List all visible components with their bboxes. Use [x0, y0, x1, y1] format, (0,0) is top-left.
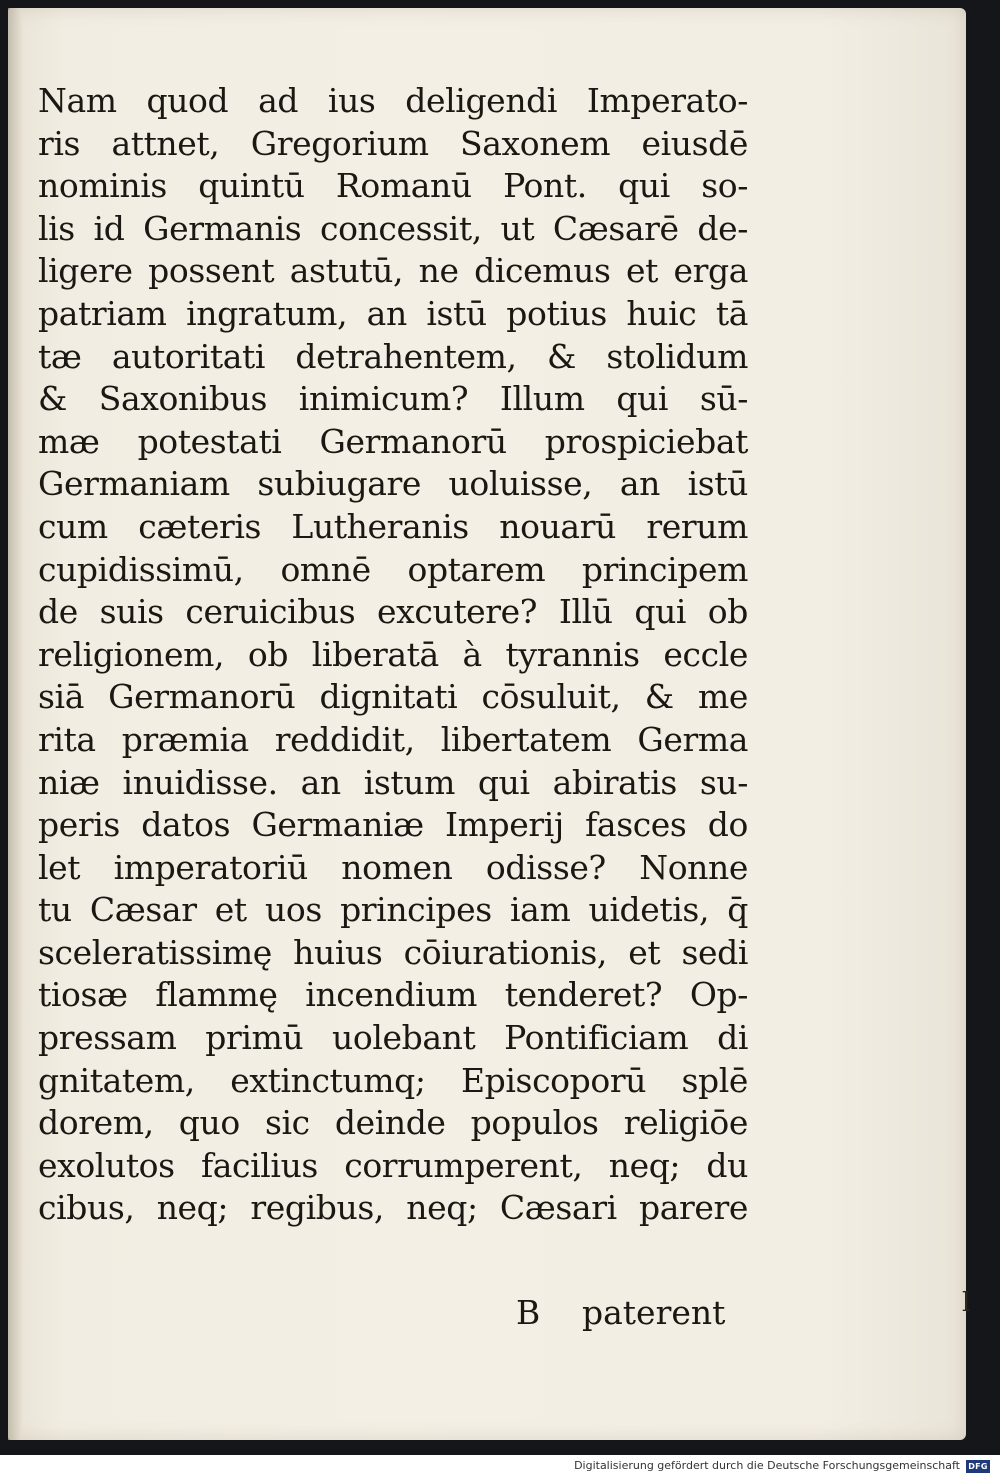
text-line: Germaniam subiugare uoluisse, an istū	[38, 464, 748, 504]
text-line: de suis ceruicibus excutere? Illū qui ob	[38, 592, 748, 632]
text-line: rita præmia reddidit, libertatem Germa	[38, 719, 748, 759]
text-line: patriam ingratum, an istū potius huic tā	[38, 293, 748, 333]
text-line: mæ potestati Germanorū prospiciebat	[38, 421, 748, 461]
text-line: siā Germanorū dignitati cōsuluit, & me	[38, 677, 748, 717]
text-line: exolutos facilius corrumperent, neq; du	[38, 1145, 748, 1185]
text-line: peris datos Germaniæ Imperij fasces do	[38, 805, 748, 845]
text-line: dorem, quo sic deinde populos religiōe	[38, 1103, 748, 1143]
text-line: let imperatoriū nomen odisse? Nonne	[38, 847, 748, 887]
signature-mark: B	[516, 1293, 541, 1332]
text-line: ris attnet, Gregorium Saxonem eiusdē	[38, 123, 748, 163]
text-line: cibus, neq; regibus, neq; Cæsari parere	[38, 1188, 748, 1228]
text-line: cupidissimū, omnē optarem principem	[38, 549, 748, 589]
dfg-logo-icon: DFG	[966, 1460, 990, 1473]
text-line: ligere possent astutū, ne dicemus et erga	[38, 251, 748, 291]
text-line: religionem, ob liberatā à tyrannis eccle	[38, 634, 748, 674]
page-gutter	[8, 8, 22, 1440]
text-line: niæ inuidisse. an istum qui abiratis su-	[38, 762, 748, 802]
text-line: & Saxonibus inimicum? Illum qui sū-	[38, 379, 748, 419]
text-line: lis id Germanis concessit, ut Cæsarē de-	[38, 208, 748, 248]
footer-bar	[0, 1455, 1000, 1478]
text-line: pressam primū uolebant Pontificiam di	[38, 1018, 748, 1058]
text-line: tiosæ flammę incendium tenderet? Op-	[38, 975, 748, 1015]
funding-credit: Digitalisierung gefördert durch die Deutsche Forschungsgemeinschaft	[574, 1459, 960, 1472]
text-line: Nam quod ad ius deligendi Imperato-	[38, 81, 748, 120]
text-line: sceleratissimę huius cōiurationis, et sedi	[38, 932, 748, 972]
text-line: nominis quintū Romanū Pont. qui so-	[38, 166, 748, 206]
text-line: cum cæteris Lutheranis nouarū rerum	[38, 506, 748, 546]
body-text	[38, 80, 748, 1230]
catchword: paterent	[582, 1293, 726, 1332]
next-page-edge-mark: l	[962, 1288, 971, 1318]
book-page	[8, 8, 966, 1440]
text-line: tu Cæsar et uos principes iam uidetis, q̄	[38, 890, 748, 930]
text-line: tæ autoritati detrahentem, & stolidum	[38, 336, 748, 376]
catchword-line	[516, 1293, 746, 1337]
text-line: gnitatem, extinctumq; Episcoporū splē	[38, 1060, 748, 1100]
